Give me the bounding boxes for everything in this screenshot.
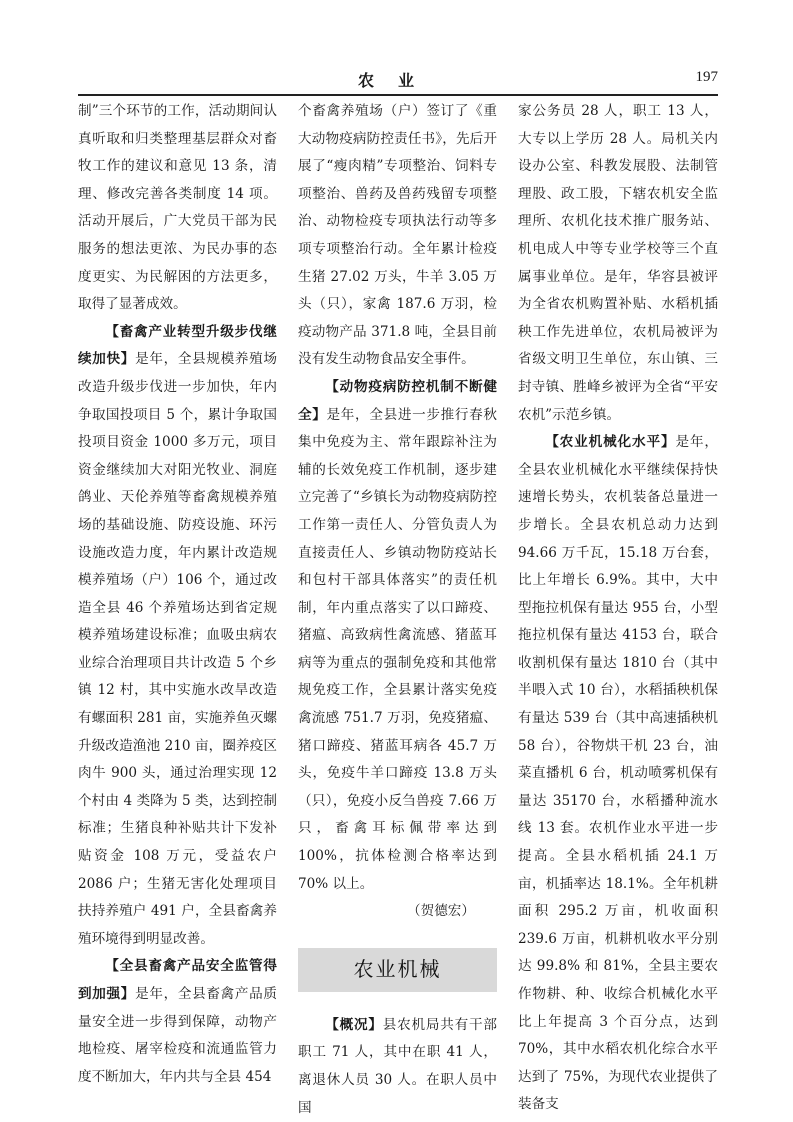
page-number: 197 (695, 69, 718, 85)
column-2 (298, 98, 497, 1122)
paragraph-heading: 【概况】 (325, 1016, 383, 1033)
paragraph-heading: 【畜禽产业转型升级步伐继续加快】 (78, 323, 277, 368)
column-3 (518, 98, 718, 1119)
paragraph (78, 953, 277, 1091)
running-header (78, 66, 718, 92)
paragraph-text: 个畜禽养殖场（户）签订了《重大动物疫病防控责任书》，先后开展了“瘦肉精”专项整治、饲料专项整治、兽药及兽药残留专项整治、动物检疫专项执法行动等多项专项整治行动。全年累计检疫生猪 27.02 万头，牛羊 3.05 万头（只），家禽 187.6 万羽，检疫动物产品 371.8 吨，全县目前没有发生动物食品安全事件。 (298, 103, 497, 368)
paragraph-text: （贺德宏） (407, 903, 475, 920)
paragraph-text: 家公务员 28 人，职工 13 人，大专以上学历 28 人。局机关内设办公室、科教发展股、法制管理股、政工股，下辖农机安全监理所、农机化技术推广服务站、机电成人中等专业学校等三个直属事业单位。是年，华容县被评为全省农机购置补贴、水稻机插秧工作先进单位，农机局被评为省级文明卫生单位，东山镇、三封寺镇、胜峰乡被评为全省“平安农机”示范乡镇。 (518, 103, 718, 423)
paragraph-text: 是年，全县农业机械化水平继续保持快速增长势头，农机装备总量进一步增长。全县农机总动力达到 94.66 万千瓦，15.18 万台套，比上年增长 6.9%。其中，大中型拖拉机保有量达 955 台，小型拖拉机保有量达 4153 台，联合收割机保有量达 1810 台（其中半喂入式 10 台），水稻插秧机保有量达 539 台（其中高速插秧机 58 台），谷物烘干机 23 台，油菜直播机 6 台，机动喷雾机保有量达 35170 台，水稻播种流水线 13 套。农机作业水平进一步提高。全县水稻机插 24.1 万亩，机插率达 18.1%。全年机耕面积 295.2 万亩，机收面积 239.6 万亩，机耕机收水平分别达 99.8% 和 81%，全县主要农作物耕、种、收综合机械化水平比上年提高 3 个百分点，达到 70%，其中水稻农机化综合水平达到了 75%，为现代农业提供了装备支 (518, 434, 719, 1113)
paragraph-continuation (298, 98, 497, 374)
paragraph-continuation (78, 98, 277, 319)
paragraph-text: 是年，全县畜禽产品质量安全进一步得到保障，动物产地检疫、屠宰检疫和流通监管力度不断加大，年内共与全县 454 (78, 986, 278, 1085)
paragraph-text: 是年，全县规模养殖场改造升级步伐进一步加快，年内争取国投项目 5 个，累计争取国投项目资金 1000 多万元，项目资金继续加大对阳光牧业、洞庭鸽业、天伦养殖等畜禽规模养殖场的基础设施、防疫设施、环污设施改造力度，年内累计改造规模养殖场（户）106 个，通过改造全县 46 个养殖场达到省定规模养殖场建设标准；血吸虫病农业综合治理项目共计改造 5 个乡镇 12 村，其中实施水改旱改造有螺面积 281 亩，实施养鱼灭螺升级改造渔池 210 亩，圈养疫区肉牛 900 头，通过治理实现 12 个村由 4 类降为 5 类，达到控制标准；生猪良种补贴共计下发补贴资金 108 万元，受益农户 2086 户；生猪无害化处理项目扶持养殖户 491 户，全县畜禽养殖环境得到明显改善。 (78, 351, 278, 947)
author-credit (298, 898, 497, 926)
paragraph-text: 制”三个环节的工作，活动期间认真听取和归类整理基层群众对畜牧工作的建议和意见 13 条，清理、修改完善各类制度 14 项。活动开展后，广大党员干部为民服务的想法更浓、为民办事的态度更实、为民解困的方法更多，取得了显著成效。 (78, 103, 277, 313)
paragraph (298, 374, 497, 898)
section-title: 农业机械 (298, 948, 497, 992)
paragraph (78, 319, 277, 954)
paragraph (298, 1012, 497, 1122)
paragraph (518, 429, 718, 1119)
running-header-title: 农业 (357, 71, 438, 90)
paragraph-heading: 【全县畜禽产品安全监管得到加强】 (78, 958, 277, 1002)
column-1 (78, 98, 277, 1091)
header-rule (78, 94, 718, 96)
paragraph-heading: 【农业机械化水平】 (545, 434, 676, 451)
paragraph-heading: 【动物疫病防控机制不断健全】 (298, 378, 497, 423)
paragraph-text: 是年，全县进一步推行春秋集中免疫为主、常年跟踪补注为辅的长效免疫工作机制，逐步建立完善了“乡镇长为动物疫病防控工作第一责任人、分管负责人为直接责任人、乡镇动物防疫站长和包村干部具体落实”的责任机制，年内重点落实了以口蹄疫、猪瘟、高致病性禽流感、猪蓝耳病等为重点的强制免疫和其他常规免疫工作，全县累计落实免疫禽流感 751.7 万羽，免疫猪瘟、猪口蹄疫、猪蓝耳病各 45.7 万头，免疫牛羊口蹄疫 13.8 万头（只），免疫小反刍兽疫 7.66 万只，畜禽耳标佩带率达到 100%，抗体检测合格率达到 70% 以上。 (298, 406, 498, 892)
paragraph-continuation (518, 98, 718, 429)
paragraph-text: 县农机局共有干部职工 71 人，其中在职 41 人，离退休人员 30 人。在职人员中国 (298, 1016, 498, 1116)
